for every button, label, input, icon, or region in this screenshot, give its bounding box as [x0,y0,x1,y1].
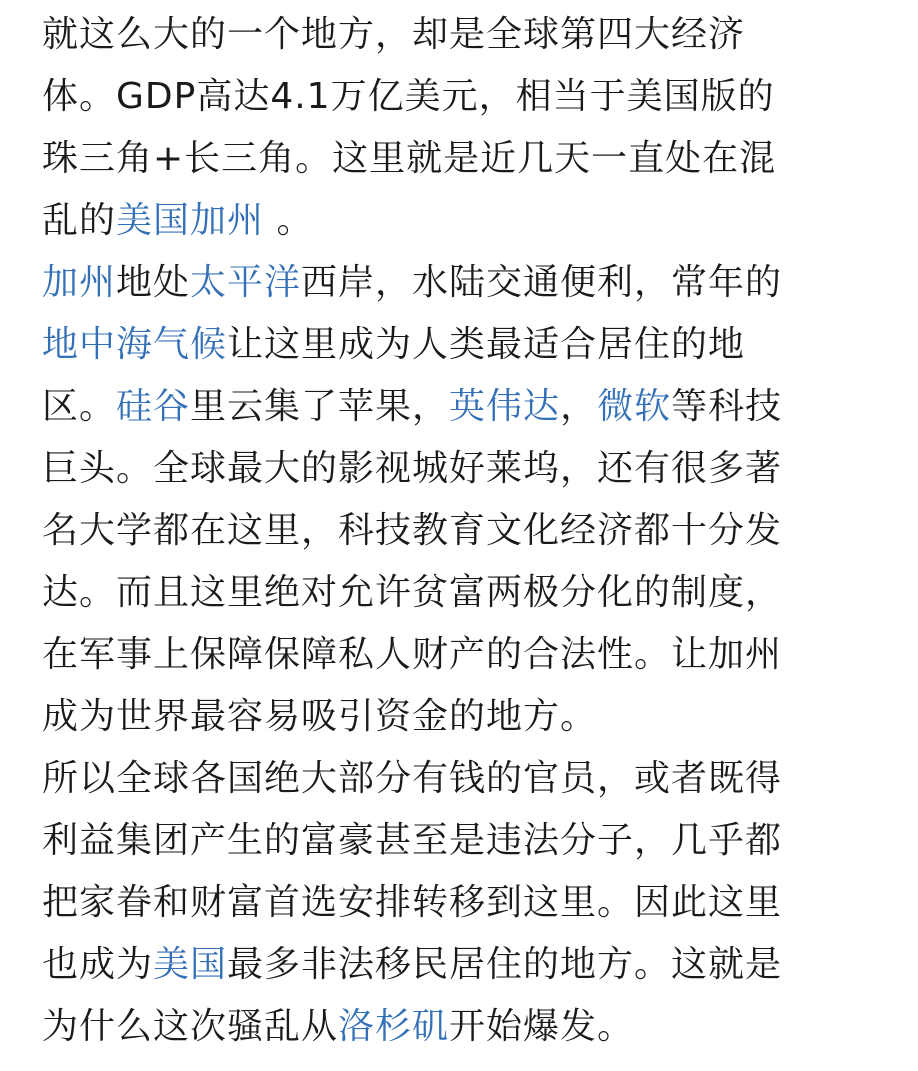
text-segment: 达。而且这里绝对允许贫富两极分化的制度， [42,572,783,613]
text-segment: 巨头。全球最大的影视城好莱坞，还有很多著 [42,448,783,489]
text-segment: ， [560,386,598,427]
text-line [42,996,876,1058]
text-line [42,686,876,748]
text-segment: 名大学都在这里，科技教育文化经济都十分发 [42,510,783,551]
keyword-link[interactable]: 地中海气候 [42,324,228,365]
text-segment: 把家眷和财富首选安排转移到这里。因此这里 [42,882,783,923]
text-segment: 让这里成为人类最适合居住的地 [227,324,746,365]
text-line [42,748,876,810]
keyword-link[interactable]: 硅谷 [116,386,191,427]
keyword-link[interactable]: 加州 [42,262,117,303]
keyword-link[interactable]: 微软 [597,386,672,427]
text-segment: 在军事上保障保障私人财产的合法性。让加州 [42,634,783,675]
text-segment: 体。GDP高达4.1万亿美元，相当于美国版的 [42,76,775,117]
text-segment: 开始爆发。 [449,1006,635,1047]
text-segment: 就这么大的一个地方，却是全球第四大经济 [42,14,746,55]
text-segment: 所以全球各国绝大部分有钱的官员，或者既得 [42,758,783,799]
text-line [42,252,876,314]
text-segment: 利益集团产生的富豪甚至是违法分子，几乎都 [42,820,783,861]
text-line [42,872,876,934]
text-line [42,810,876,872]
text-segment: 最多非法移民居住的地方。这就是 [227,944,783,985]
keyword-link[interactable]: 美国 [153,944,228,985]
text-segment: 珠三角+长三角。这里就是近几天一直处在混 [42,138,777,179]
text-line [42,190,876,252]
text-segment: 成为世界最容易吸引资金的地方。 [42,696,598,737]
keyword-link[interactable]: 英伟达 [449,386,561,427]
text-segment: 也成为 [42,944,154,985]
text-segment: 等科技 [671,386,783,427]
text-line [42,562,876,624]
text-line [42,500,876,562]
keyword-link[interactable]: 太平洋 [190,262,302,303]
text-segment: 里云集了苹果， [190,386,450,427]
text-segment: 乱的 [42,200,117,241]
text-line [42,66,876,128]
text-line [42,376,876,438]
text-segment: 区。 [42,386,117,427]
keyword-link[interactable]: 美国加州 [116,200,265,241]
text-segment: 地处 [116,262,191,303]
text-segment: 西岸，水陆交通便利，常年的 [301,262,783,303]
text-line [42,438,876,500]
text-line [42,4,876,66]
text-line [42,624,876,686]
text-line [42,934,876,996]
text-line [42,314,876,376]
keyword-link[interactable]: 洛杉矶 [338,1006,450,1047]
text-line [42,128,876,190]
text-segment: 。 [264,200,314,241]
text-segment: 为什么这次骚乱从 [42,1006,339,1047]
